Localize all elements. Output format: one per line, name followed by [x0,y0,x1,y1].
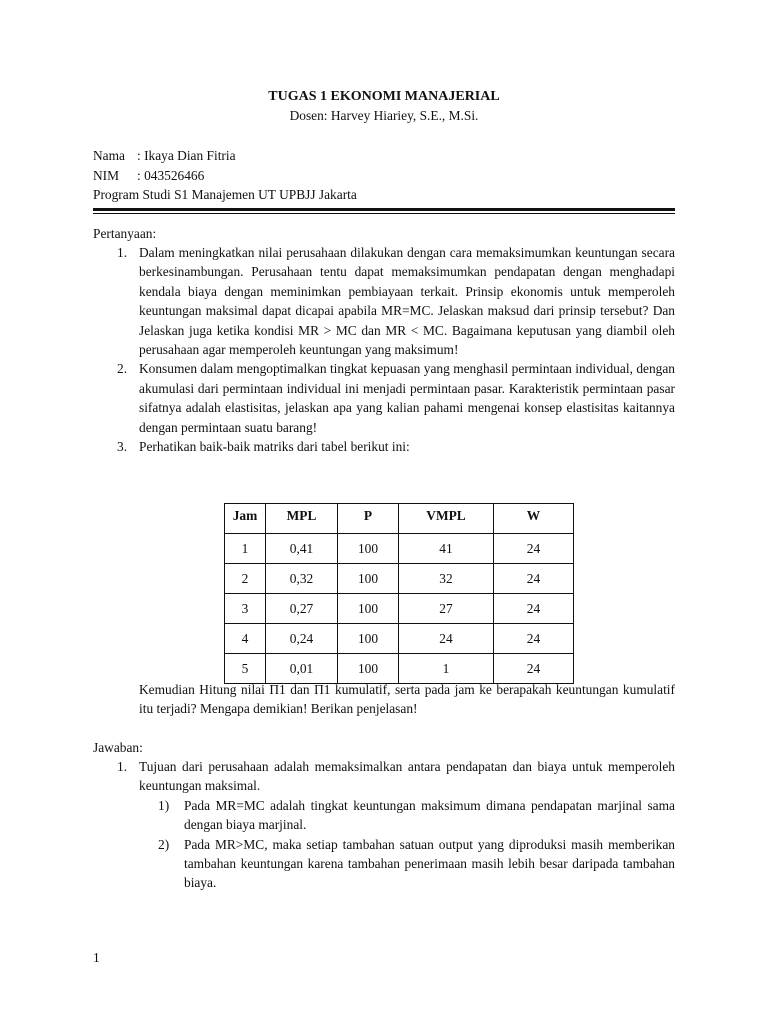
table-cell: 27 [399,594,494,624]
answer-number: 1. [117,759,128,774]
table-cell: 24 [494,534,574,564]
answer-item [93,757,675,796]
answer-text: Tujuan dari perusahaan adalah memaksimalkan antara pendapatan dan biaya untuk memperoleh keuntungan maksimal. [139,759,675,794]
table-cell: 100 [338,654,399,684]
question-text: Dalam meningkatkan nilai perusahaan dilakukan dengan cara memaksimumkan keuntungan secara berkesinambungan. Perusahaan tentu dapat memaksimumkan pendapatan dengan menghadapi kendala biaya dengan meminimkan pembiayaan terkait. Prinsip ekonomis untuk memperoleh keuntungan maksimal dapat dicapai apabila MR=MC. Jelaskan maksud dari prinsip tersebut? Dan Jelaskan juga ketika kondisi MR > MC dan MR < MC. Bagaimana keputusan yang diambil oleh perusahaan agar memperoleh keuntungan yang maksimum! [139,245,675,358]
header-divider-thick [93,208,675,211]
table-cell: 5 [225,654,266,684]
table-cell: 24 [399,624,494,654]
table-cell: 3 [225,594,266,624]
question-item [93,243,675,359]
column-header: MPL [266,504,338,534]
table-cell: 24 [494,594,574,624]
table-row [225,654,574,684]
column-header: Jam [225,504,266,534]
table-cell: 0,27 [266,594,338,624]
matrix-table [224,503,574,684]
table-cell: 2 [225,564,266,594]
answer-subitem-text: Pada MR>MC, maka setiap tambahan satuan output yang diproduksi masih memberikan tambahan keuntungan karena tambahan penerimaan masih lebih besar daripada tambahan biaya. [184,836,675,891]
table-cell: 4 [225,624,266,654]
table-cell: 1 [225,534,266,564]
table-cell: 100 [338,534,399,564]
lecturer-line: Dosen: Harvey Hiariey, S.E., M.Si. [289,108,479,123]
nim-row [93,166,357,186]
table-row [225,594,574,624]
name-value: : Ikaya Dian Fitria [137,148,236,163]
answer-subitem-text: Pada MR=MC adalah tingkat keuntungan maksimum dimana pendapatan marjinal sama dengan biaya marjinal. [184,797,675,833]
table-cell: 32 [399,564,494,594]
question-number: 2. [117,361,128,377]
nim-value: : 043526466 [137,167,205,183]
table-cell: 0,24 [266,624,338,654]
column-header: W [494,504,574,534]
nim-label: NIM [93,167,120,183]
column-header: P [338,504,399,534]
table-cell: 0,32 [266,564,338,594]
answer-subitem [93,835,675,893]
question-item [93,437,675,456]
table-cell: 41 [399,534,494,564]
name-row [93,146,357,166]
table-cell: 0,01 [266,654,338,684]
table-cell: 100 [338,624,399,654]
table-cell: 100 [338,564,399,594]
student-identity [93,146,357,205]
question-text: Perhatikan baik-baik matriks dari tabel berikut ini: [139,439,410,455]
document-title: TUGAS 1 EKONOMI MANAJERIAL [268,89,500,104]
question-text: Konsumen dalam mengoptimalkan tingkat kepuasan yang menghasil permintaan individual, dengan akumulasi dari permintaan individual ini menjadi permintaan pasar. Karakteristik permintaan pasar sifatnya adalah elastisitas, jelaskan apa yang kalian pahami mengenai konsep elastisitas kaitannya dengan permintaan suatu barang! [139,361,675,435]
answer-subitem-number: 2) [158,836,170,852]
table-followup-question: Kemudian Hitung nilai Π1 dan Π1 kumulatif, serta pada jam ke berapakah keuntungan kumulatif itu terjadi? Mengapa demikian! Berikan penjelasan! [139,682,675,717]
answer-subitem-number: 1) [158,797,170,813]
program-row: Program Studi S1 Manajemen UT UPBJJ Jakarta [93,187,357,202]
questions-heading: Pertanyaan: [93,226,157,241]
table-row [225,534,574,564]
table-cell: 1 [399,654,494,684]
name-label: Nama [93,148,125,163]
column-header: VMPL [399,504,494,534]
header-divider-thin [93,213,675,214]
answer-subitem [93,796,675,835]
question-item [93,359,675,437]
table-row [225,564,574,594]
table-cell: 24 [494,624,574,654]
table-cell: 100 [338,594,399,624]
table-cell: 0,41 [266,534,338,564]
question-number: 3. [117,439,128,455]
page-number: 1 [93,950,100,965]
table-cell: 24 [494,654,574,684]
table-cell: 24 [494,564,574,594]
question-number: 1. [117,245,128,260]
answer-list [93,757,675,893]
table-header-row [225,504,574,534]
question-list [93,243,675,456]
table-row [225,624,574,654]
answers-heading: Jawaban: [93,740,143,755]
